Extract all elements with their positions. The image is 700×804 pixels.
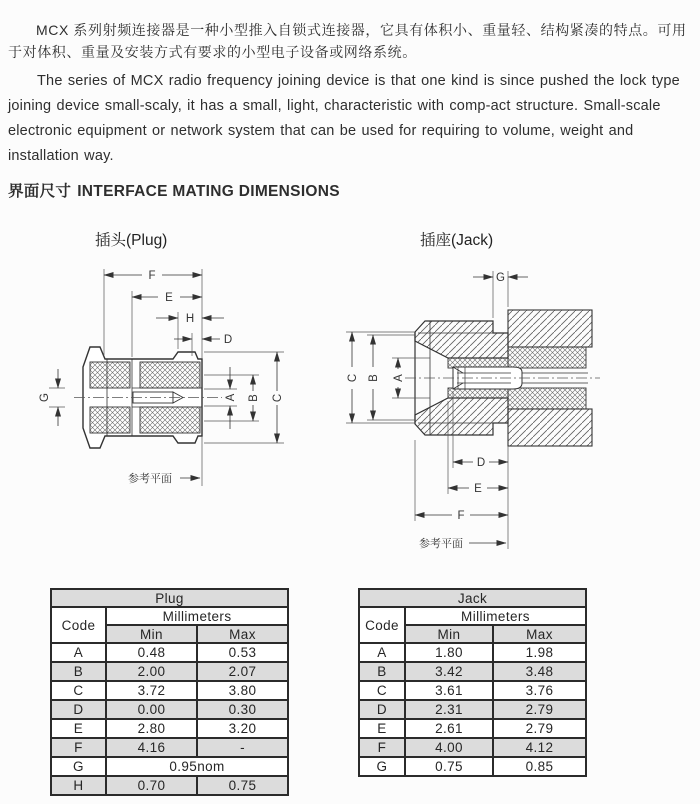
- plug-min-header: Min: [106, 625, 197, 643]
- section-heading-en: INTERFACE MATING DIMENSIONS: [77, 183, 340, 200]
- jack-ref-plane-label: 参考平面: [419, 538, 463, 550]
- code-cell: D: [359, 700, 405, 719]
- plug-table-row: [51, 719, 288, 738]
- jack-min-header: Min: [405, 625, 493, 643]
- min-cell: 0.70: [106, 776, 197, 795]
- jack-table-row: [359, 719, 586, 738]
- code-cell: G: [359, 757, 405, 776]
- min-cell: 0.00: [106, 700, 197, 719]
- plug-code-header: Code: [51, 607, 106, 643]
- plug-dim-label-g: G: [39, 393, 51, 402]
- plug-ref-plane-label: 参考平面: [128, 473, 172, 485]
- jack-dim-label-f: F: [457, 510, 465, 522]
- plug-table-row: [51, 643, 288, 662]
- max-cell: 3.48: [493, 662, 586, 681]
- min-cell: 2.80: [106, 719, 197, 738]
- jack-max-header: Max: [493, 625, 586, 643]
- jack-panel-insulator-top: [508, 347, 586, 368]
- plug-dim-label-h: H: [185, 313, 195, 325]
- plug-table-row: [51, 776, 288, 795]
- max-cell: 0.75: [197, 776, 288, 795]
- min-cell: 0.48: [106, 643, 197, 662]
- plug-dim-label-c: C: [272, 393, 284, 403]
- max-cell: 0.85: [493, 757, 586, 776]
- code-cell: D: [51, 700, 106, 719]
- code-cell: E: [51, 719, 106, 738]
- max-cell: 3.76: [493, 681, 586, 700]
- max-cell: 1.98: [493, 643, 586, 662]
- plug-insulator-hatch: [90, 362, 130, 388]
- max-cell: 3.80: [197, 681, 288, 700]
- plug-table-row: [51, 681, 288, 700]
- jack-table-row: [359, 662, 586, 681]
- max-cell: 2.79: [493, 700, 586, 719]
- min-cell: 4.00: [405, 738, 493, 757]
- section-heading-zh: 界面尺寸: [8, 183, 72, 200]
- min-cell: 3.72: [106, 681, 197, 700]
- jack-panel-hatch-bottom: [508, 409, 592, 446]
- intro-paragraph-en: The series of MCX radio frequency joining device is that one kind is since pushed the lock type joining device small-scaly, it has a small, light, characteristic with comp-act structure. Small-scale electronic equipment or network system that can be used for requiring to volume, weight and installation way.: [8, 72, 680, 164]
- plug-diagram-title: 插头(Plug): [95, 232, 168, 249]
- code-cell: F: [51, 738, 106, 757]
- code-cell: A: [359, 643, 405, 662]
- min-cell: 3.61: [405, 681, 493, 700]
- jack-unit-header: Millimeters: [405, 607, 586, 625]
- plug-table-row: [51, 738, 288, 757]
- plug-insulator-hatch: [140, 407, 200, 433]
- plug-table-row: [51, 662, 288, 681]
- plug-dim-label-e: E: [165, 292, 173, 304]
- plug-dim-label-d: D: [223, 334, 233, 346]
- max-cell: 2.79: [493, 719, 586, 738]
- plug-dim-label-b: B: [248, 394, 260, 402]
- jack-dim-label-e: E: [474, 483, 482, 495]
- jack-dim-label-d: D: [476, 457, 486, 469]
- plug-dim-label-a: A: [225, 393, 237, 402]
- code-cell: C: [51, 681, 106, 700]
- jack-table-row: [359, 757, 586, 776]
- jack-table-body: [359, 643, 586, 776]
- plug-dim-label-f: F: [148, 270, 156, 282]
- jack-table-row: [359, 700, 586, 719]
- code-cell: H: [51, 776, 106, 795]
- code-cell: B: [51, 662, 106, 681]
- jack-panel-hatch-top: [508, 310, 592, 347]
- code-cell: G: [51, 757, 106, 776]
- code-cell: E: [359, 719, 405, 738]
- plug-diagram: [30, 255, 330, 505]
- jack-dim-label-b: B: [368, 374, 380, 382]
- jack-diagram-title: 插座(Jack): [420, 232, 494, 249]
- plug-insulator-hatch: [90, 407, 130, 433]
- min-cell: 2.00: [106, 662, 197, 681]
- min-cell: 4.16: [106, 738, 197, 757]
- max-cell: 3.20: [197, 719, 288, 738]
- jack-table-row: [359, 643, 586, 662]
- min-cell: 2.61: [405, 719, 493, 738]
- plug-table-row: [51, 700, 288, 719]
- jack-dim-label-g: G: [496, 272, 505, 284]
- max-cell: 4.12: [493, 738, 586, 757]
- max-cell: -: [197, 738, 288, 757]
- jack-panel-insulator-bottom: [508, 388, 586, 409]
- plug-insulator-hatch: [140, 362, 200, 388]
- jack-dim-label-c: C: [347, 373, 359, 383]
- jack-code-header: Code: [359, 607, 405, 643]
- jack-table-title: Jack: [359, 589, 586, 607]
- min-cell: 3.42: [405, 662, 493, 681]
- min-cell: 1.80: [405, 643, 493, 662]
- max-cell: 2.07: [197, 662, 288, 681]
- section-heading: [8, 179, 340, 201]
- jack-shell-wall-bottom: [415, 398, 508, 435]
- min-cell: 2.31: [405, 700, 493, 719]
- jack-diagram: [330, 255, 670, 575]
- plug-unit-header: Millimeters: [106, 607, 288, 625]
- max-cell: 0.53: [197, 643, 288, 662]
- code-cell: B: [359, 662, 405, 681]
- plug-table-row: [51, 757, 288, 776]
- jack-table-row: [359, 681, 586, 700]
- plug-table-title: Plug: [51, 589, 288, 607]
- jack-shell-wall-top: [415, 321, 508, 358]
- plug-dimension-table: [50, 588, 289, 796]
- jack-dim-label-a: A: [393, 374, 405, 382]
- code-cell: C: [359, 681, 405, 700]
- plug-table-body: [51, 643, 288, 795]
- plug-max-header: Max: [197, 625, 288, 643]
- code-cell: A: [51, 643, 106, 662]
- jack-dimension-table: [358, 588, 587, 777]
- value-cell-merged: 0.95nom: [106, 757, 288, 776]
- max-cell: 0.30: [197, 700, 288, 719]
- min-cell: 0.75: [405, 757, 493, 776]
- intro-paragraph-zh: MCX 系列射频连接器是一种小型推入自锁式连接器，它具有体积小、重量轻、结构紧凑的特点。可用于对体积、重量及安装方式有要求的小型电子设备或网络系统。: [8, 22, 687, 60]
- jack-table-row: [359, 738, 586, 757]
- code-cell: F: [359, 738, 405, 757]
